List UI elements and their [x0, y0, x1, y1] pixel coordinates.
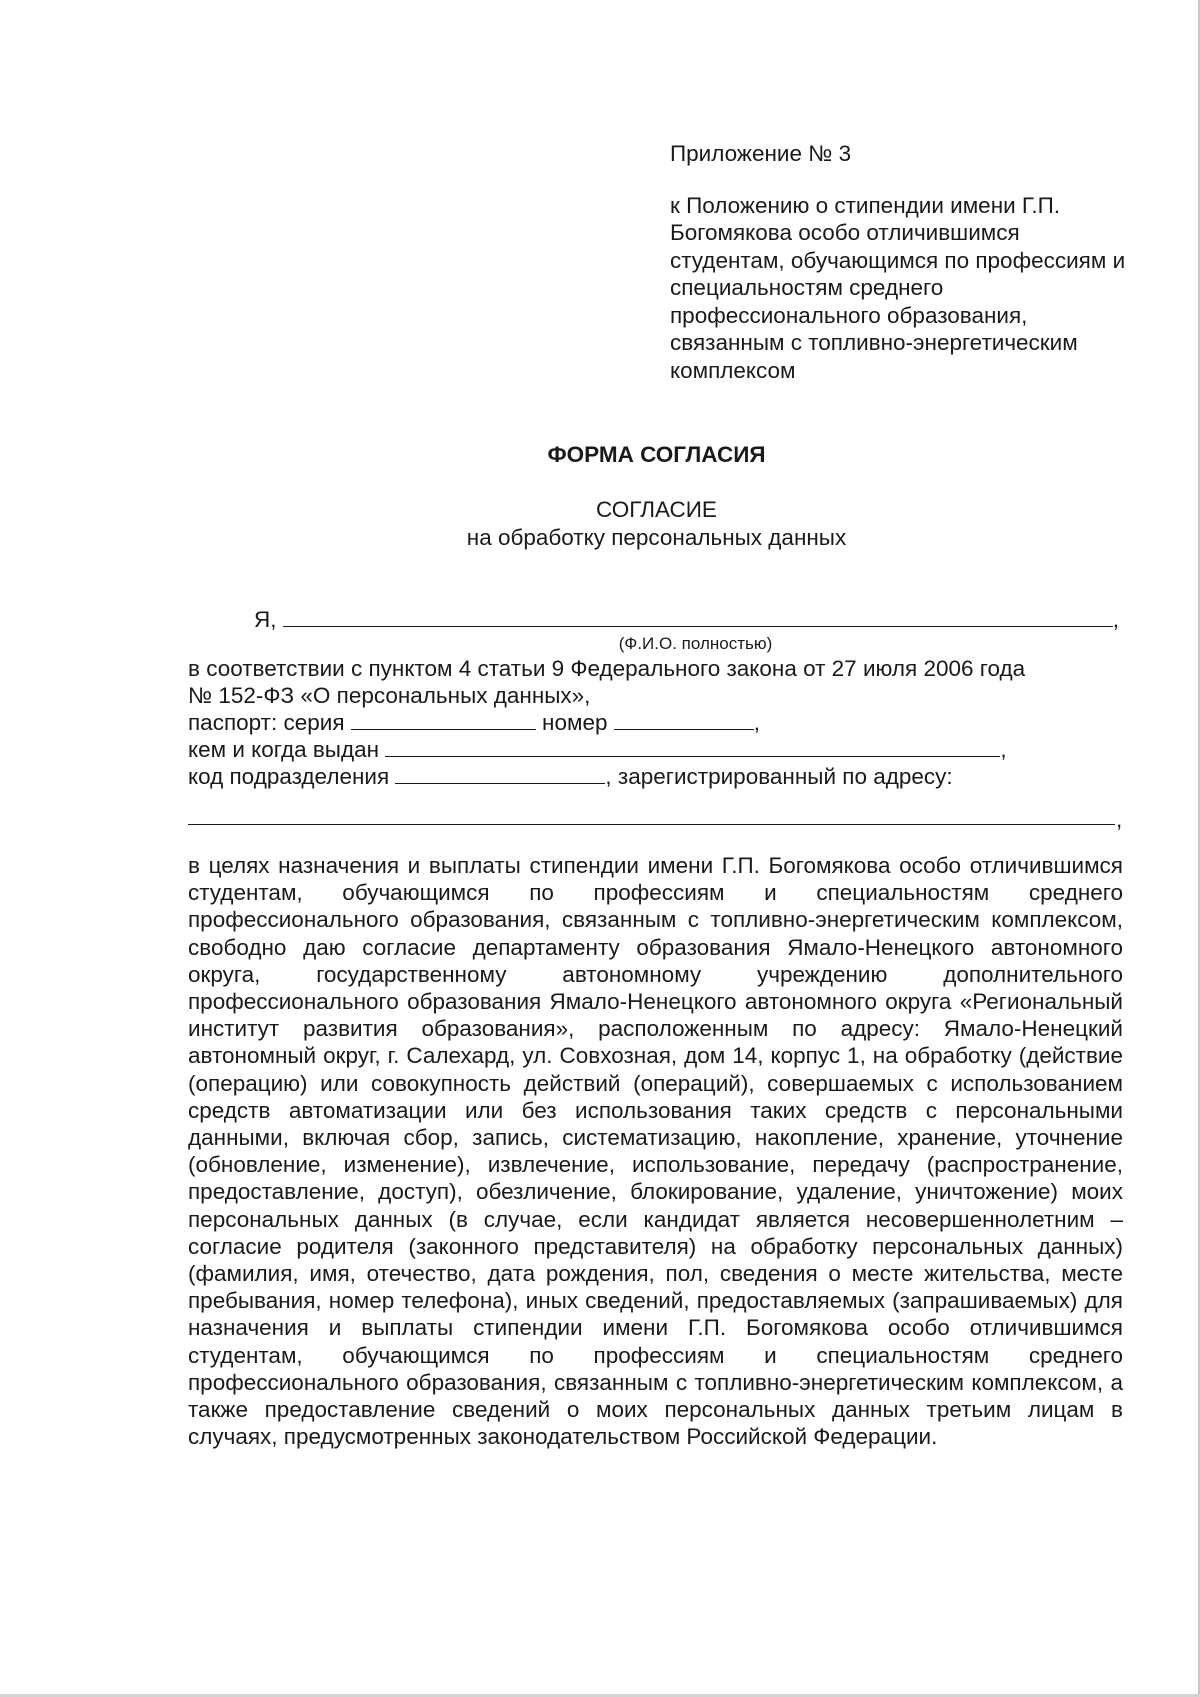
address-comma: ,	[1116, 807, 1123, 832]
passport-row	[188, 709, 1123, 736]
passport-number-label: номер	[542, 710, 608, 735]
i-label: Я,	[254, 607, 277, 632]
division-field[interactable]	[395, 763, 605, 784]
appendix-number: Приложение № 3	[670, 141, 852, 166]
issued-label: кем и когда выдан	[188, 737, 380, 762]
appendix-subtitle: к Положению о стипендии имени Г.П. Богомякова особо отличившимся студентам, обучающимся по профессиям и специальностям среднего профессионального образования, связанным с топливно-энергетическим комплексом	[670, 192, 1126, 383]
fio-hint: (Ф.И.О. полностью)	[618, 634, 773, 653]
consent-body: в целях назначения и выплаты стипендии имени Г.П. Богомякова особо отличившимся студентам, обучающимся по профессиям и специальностям среднего профессионального образования, связанным с топливно-энергетическим комплексом, свободно даю согласие департаменту образования Ямало-Ненецкого автономного округа, государственному автономному учреждению дополнительного профессионального образования Ямало-Ненецкого автономного округа «Региональный институт развития образования», расположенным по адресу: Ямало-Ненецкий автономный округ, г. Салехард, ул. Совхозная, дом 14, корпус 1, на обработку (действие (операцию) или совокупность действий (операций), совершаемых с использованием средств автоматизации или без использования таких средств с персональными данными, включая сбор, запись, систематизацию, накопление, хранение, уточнение (обновление, изменение), извлечение, использование, передачу (распространение, предоставление, доступ), обезличение, блокирование, удаление, уничтожение) моих персональных данных (в случае, если кандидат является несовершеннолетним – согласие родителя (законного представителя) на обработку персональных данных) (фамилия, имя, отечество, дата рождения, пол, сведения о месте жительства, месте пребывания, номер телефона), иных сведений, предоставляемых (запрашиваемых) для назначения и выплаты стипендии имени Г.П. Богомякова особо отличившимся студентам, обучающимся по профессиям и специальностям среднего профессионального образования, связанным с топливно-энергетическим комплексом, а также предоставление сведений о моих персональных данных третьим лицам в случаях, предусмотренных законодательством Российской Федерации.	[188, 853, 1123, 1450]
registered-label: , зарегистрированный по адресу:	[605, 764, 953, 789]
fio-field[interactable]	[283, 606, 1113, 627]
appendix-block	[670, 140, 1140, 384]
address-field[interactable]	[188, 804, 1115, 825]
issued-row	[188, 736, 1123, 763]
passport-series-field[interactable]	[351, 709, 536, 730]
passport-number-field[interactable]	[614, 709, 754, 730]
passport-series-label: паспорт: серия	[188, 710, 345, 735]
issued-comma: ,	[1000, 737, 1007, 762]
consent-subheading: на обработку персональных данных	[466, 525, 847, 550]
personal-info-form	[188, 606, 1123, 838]
passport-comma: ,	[753, 710, 761, 735]
address-row	[188, 790, 1123, 838]
consent-heading-block	[0, 496, 1200, 552]
law-line-2: № 152-ФЗ «О персональных данных»,	[188, 683, 591, 708]
division-row	[188, 763, 1123, 790]
issued-field[interactable]	[385, 736, 1000, 757]
fio-row	[188, 606, 1123, 633]
consent-heading: СОГЛАСИЕ	[596, 497, 717, 522]
division-label: код подразделения	[188, 764, 390, 789]
fio-comma: ,	[1112, 607, 1120, 632]
law-line-1: в соответствии с пунктом 4 статьи 9 Федерального закона от 27 июля 2006 года	[188, 656, 1026, 681]
form-title: ФОРМА СОГЛАСИЯ	[547, 442, 766, 467]
